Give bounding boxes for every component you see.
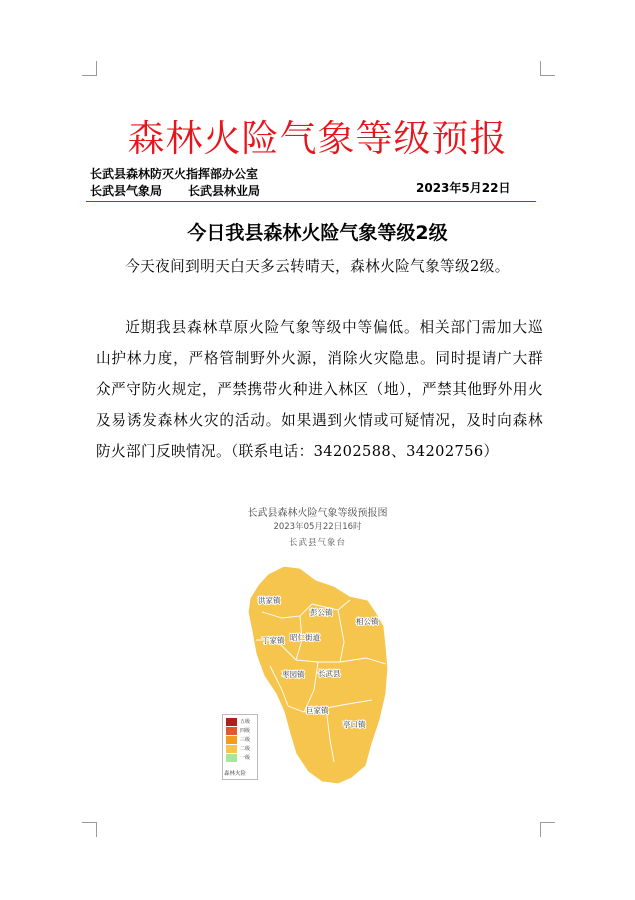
legend-swatch xyxy=(226,745,237,753)
issue-date: 2023年5月22日 xyxy=(416,181,511,195)
town-label: 洪家镇 xyxy=(258,596,281,605)
town-label: 彭公镇 xyxy=(310,608,333,617)
town-label: 相公镇 xyxy=(356,617,379,626)
legend-swatch xyxy=(226,736,237,744)
legend-label: 三级 xyxy=(240,737,251,743)
document-title: 森林火险气象等级预报 xyxy=(127,117,508,160)
legend-label: 四级 xyxy=(240,728,251,734)
legend-swatch xyxy=(226,718,237,726)
town-label: 长武县 xyxy=(318,669,341,678)
issuer-meteorology: 长武县气象局 xyxy=(90,184,163,198)
town-label: 丁家镇 xyxy=(262,636,285,645)
legend-swatch xyxy=(226,727,237,735)
map-source: 长武县气象台 xyxy=(288,538,346,548)
map-legend xyxy=(222,714,258,780)
forecast-headline: 今日我县森林火险气象等级2级 xyxy=(187,222,448,244)
issuer-forestry: 长武县林业局 xyxy=(188,184,261,198)
map-time: 2023年05月22日16时 xyxy=(273,522,362,532)
legend-footer: 森林火险 xyxy=(224,771,247,777)
issuer-line-1: 长武县森林防灭火指挥部办公室 xyxy=(90,167,259,181)
legend-label: 一级 xyxy=(240,755,251,761)
map-title: 长武县森林火险气象等级预报图 xyxy=(247,508,388,519)
advisory-paragraph: 近期我县森林草原火险气象等级中等偏低。相关部门需加大巡山护林力度，严格管制野外火源，消除火灾隐患。同时提请广大群众严守防火规定，严禁携带火种进入林区（地），严禁其他野外用火及易诱发森林火灾的活动。如果遇到火情或可疑情况，及时向森林防火部门反映情况。（联系电话：34202588、34202756） xyxy=(96,319,543,460)
town-label: 亭口镇 xyxy=(343,720,366,729)
town-label: 巨家镇 xyxy=(306,706,329,715)
town-label: 昭仁街道 xyxy=(290,633,320,642)
town-label: 枣园镇 xyxy=(282,670,305,679)
legend-label: 五级 xyxy=(240,719,251,725)
legend-label: 二级 xyxy=(240,746,251,752)
legend-swatch xyxy=(226,754,237,762)
forecast-paragraph: 今天夜间到明天白天多云转晴天，森林火险气象等级2级。 xyxy=(125,258,510,275)
